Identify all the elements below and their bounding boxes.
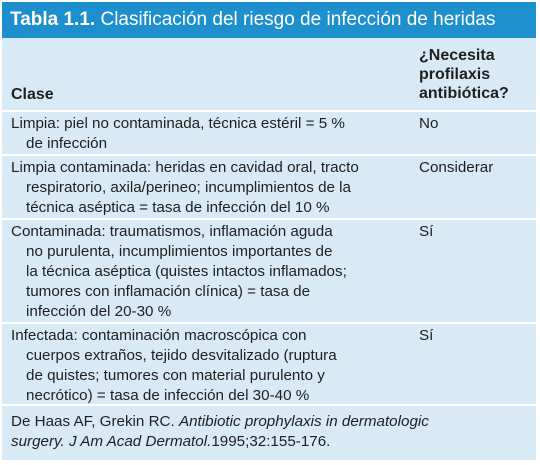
- column-header-profilaxis: [419, 46, 531, 103]
- table-header-row: [2, 38, 536, 112]
- cell-clase-line: no purulenta, incumplimientos importantes de: [26, 243, 333, 260]
- table-row-contaminada: [2, 220, 536, 324]
- cell-clase-line: infección del 20-30 %: [26, 303, 172, 320]
- cell-clase: [11, 222, 409, 322]
- citation-details: 1995;32:155-176.: [211, 433, 331, 450]
- citation-title-line1: Antibiotic prophylaxis in dermatologic: [178, 413, 429, 430]
- table-number-label: Tabla 1.1.: [10, 9, 96, 30]
- column-header-profilaxis-line: profilaxis: [419, 66, 491, 83]
- column-header-profilaxis-line: ¿Necesita: [419, 47, 495, 64]
- cell-profilaxis-answer: Sí: [419, 327, 434, 344]
- cell-profilaxis-answer: Sí: [419, 223, 434, 240]
- cell-clase-line: técnica aséptica = tasa de infección del 10 %: [26, 199, 330, 216]
- table-row-limpia-contaminada: [2, 156, 536, 220]
- cell-clase-line: tumores con inflamación clínica) = tasa de: [26, 283, 311, 300]
- column-header-profilaxis-line: antibiótica?: [419, 85, 509, 102]
- citation: [11, 412, 531, 452]
- cell-clase-line: Limpia: piel no contaminada, técnica estéril = 5 %: [11, 115, 345, 132]
- table-title-bar: [2, 2, 536, 38]
- table-footer: [2, 406, 536, 460]
- cell-clase-line: de infección: [26, 135, 108, 152]
- cell-clase-line: la técnica aséptica (quistes intactos inflamados;: [26, 263, 347, 280]
- cell-clase: [11, 326, 409, 406]
- cell-profilaxis-answer: Considerar: [419, 159, 494, 176]
- cell-clase-line: de quistes; tumores con material purulento y: [26, 367, 325, 384]
- cell-clase-line: Limpia contaminada: heridas en cavidad oral, tracto: [11, 159, 359, 176]
- column-header-clase: Clase: [11, 86, 54, 103]
- cell-profilaxis-answer: No: [419, 115, 439, 132]
- cell-clase-line: Contaminada: traumatismos, inflamación aguda: [11, 223, 333, 240]
- cell-clase-line: respiratorio, axila/perineo; incumplimientos de la: [26, 179, 352, 196]
- cell-clase: [11, 158, 409, 218]
- cell-clase-line: necrótico) = tasa de infección del 30-40 %: [26, 387, 310, 404]
- cell-clase-line: Infectada: contaminación macroscópica con: [11, 327, 307, 344]
- table-title: Clasificación del riesgo de infección de heridas: [100, 9, 496, 30]
- citation-authors: De Haas AF, Grekin RC.: [11, 413, 175, 430]
- cell-clase-line: cuerpos extraños, tejido desvitalizado (ruptura: [26, 347, 337, 364]
- wound-infection-risk-table: [2, 2, 536, 460]
- table-row-limpia: [2, 112, 536, 156]
- table-row-infectada: [2, 324, 536, 406]
- cell-clase: [11, 114, 409, 154]
- citation-title-line2: surgery. J Am Acad Dermatol.: [11, 433, 212, 450]
